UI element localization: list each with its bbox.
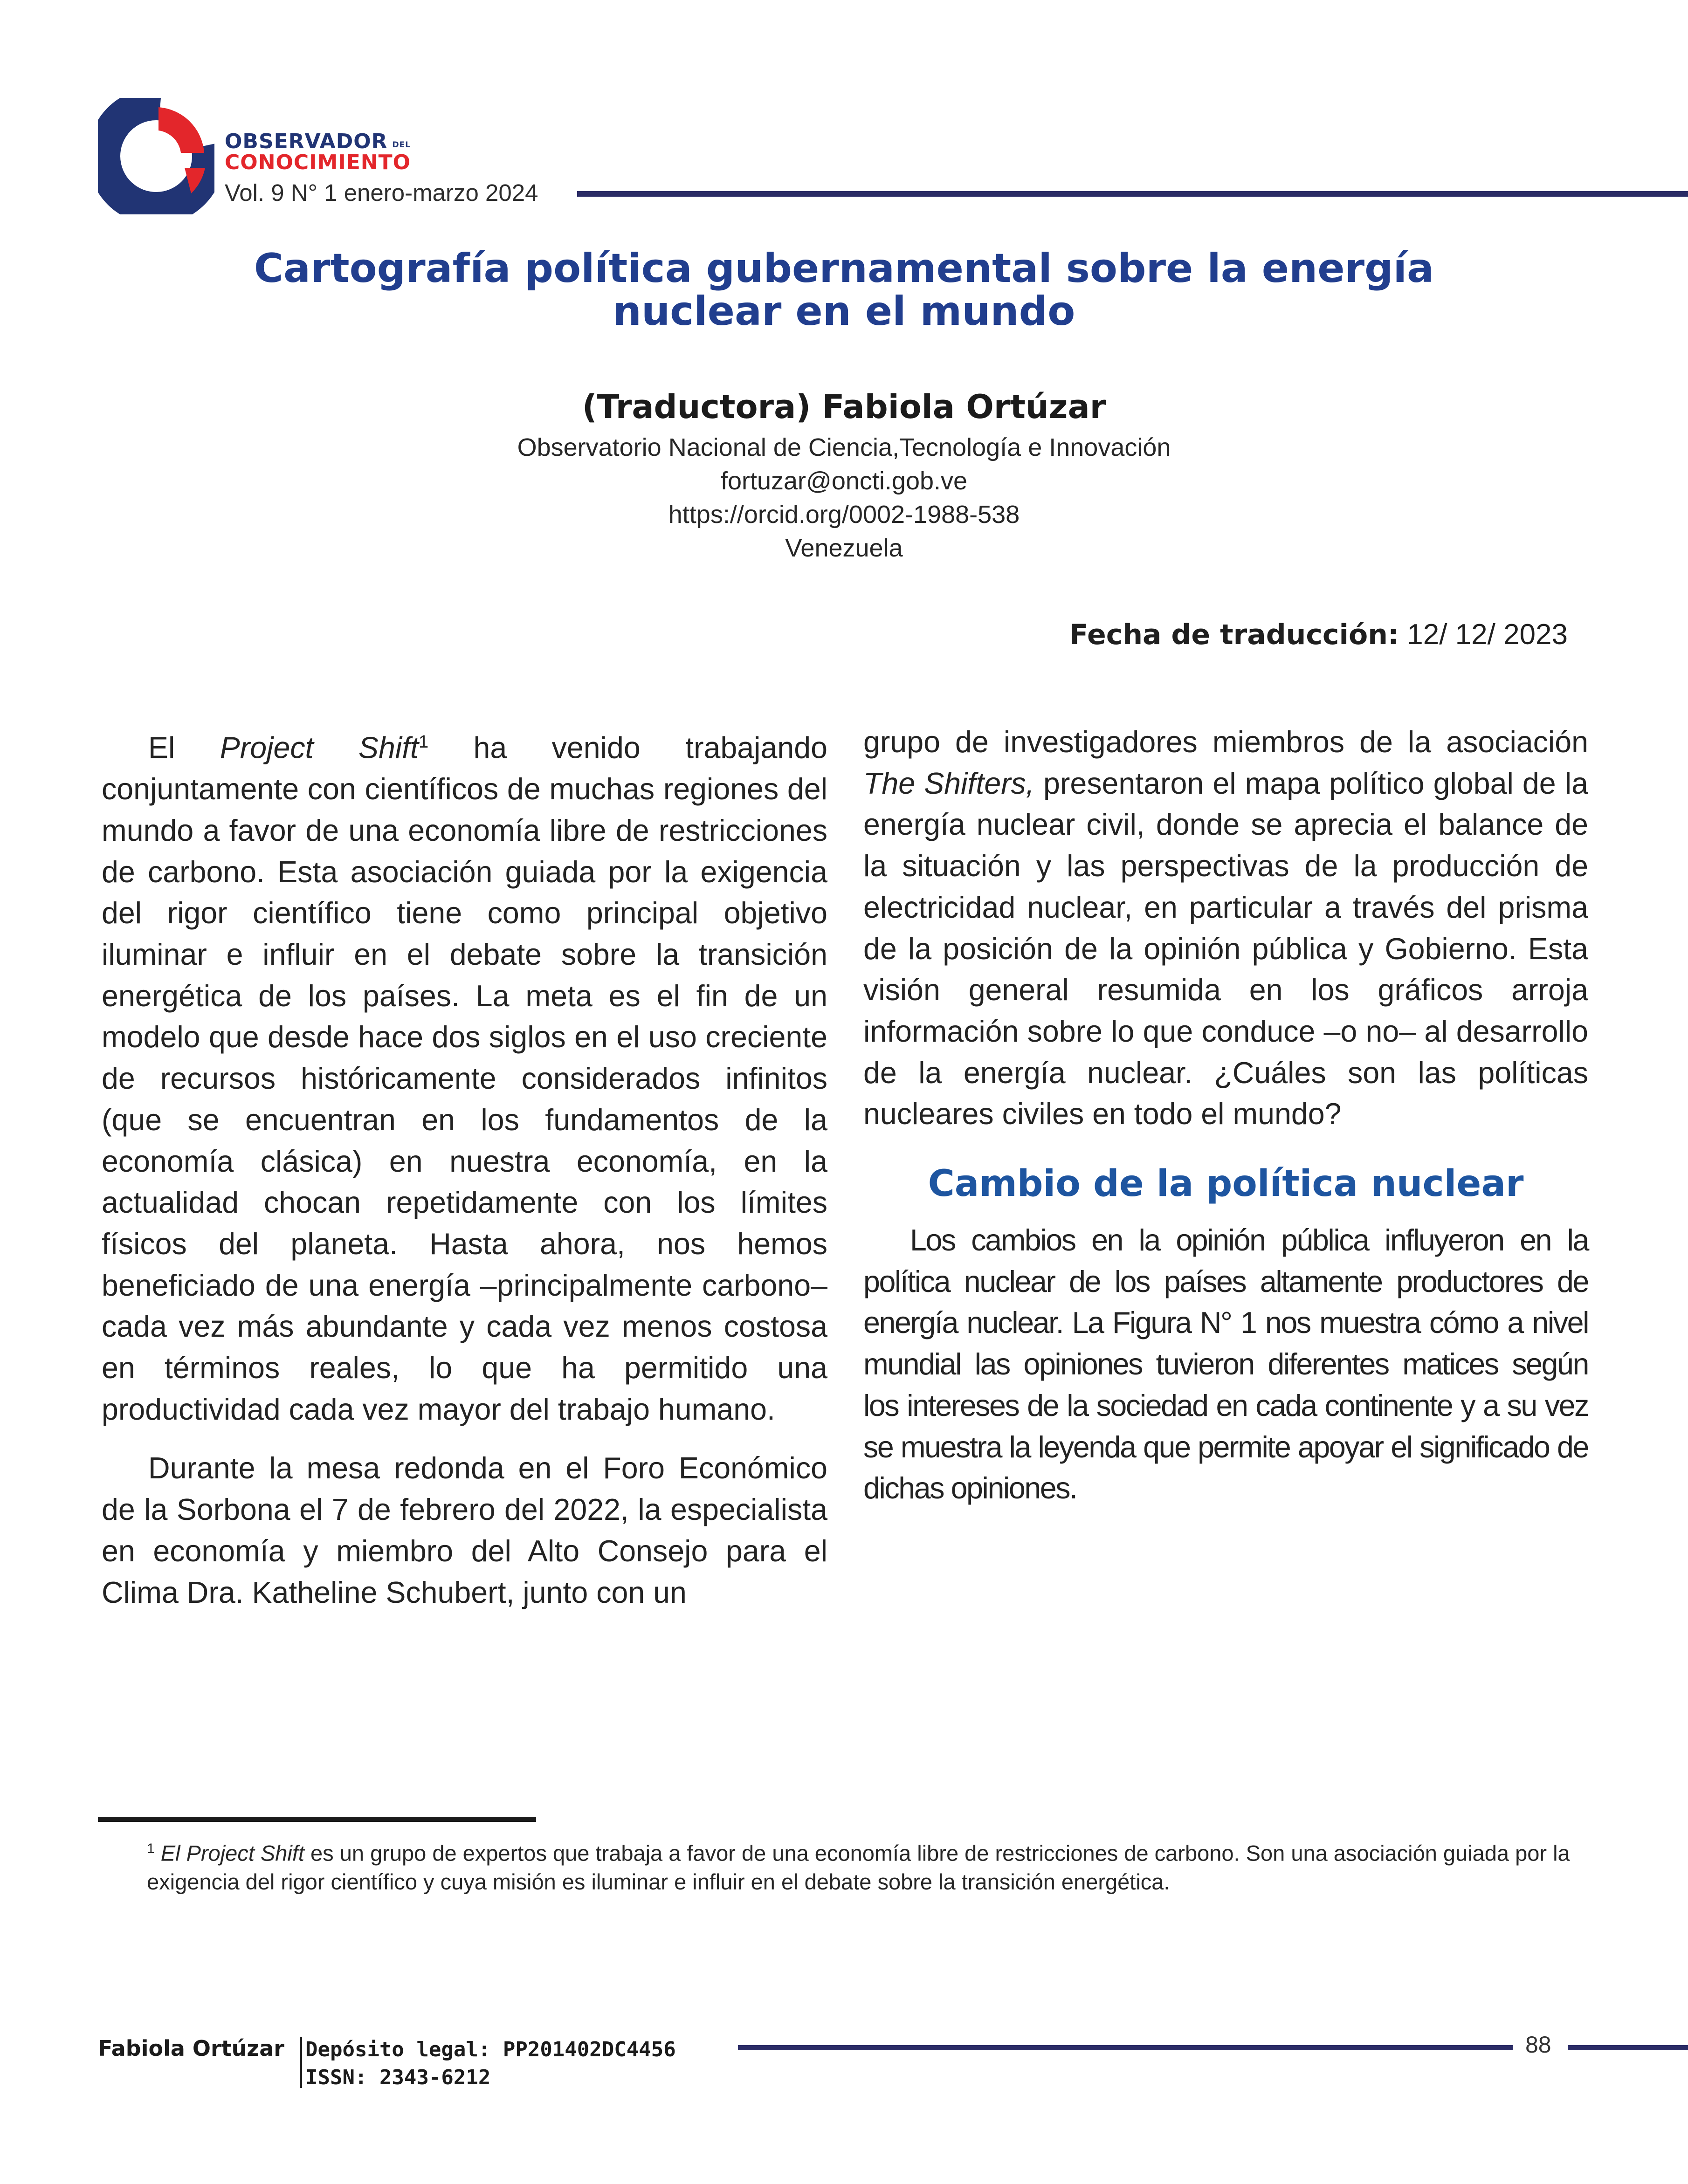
paragraph-2: Durante la mesa redonda en el Foro Económico de la Sorbona el 7 de febrero del 2022, la especialista en economía y miembro del Alto Consejo para el Clima Dra. Katheline Schubert, junto con un [102,1451,827,1609]
the-shifters-italic: The Shifters, [863,766,1034,800]
brand-name-line1: OBSERVADOR DEL [225,130,411,153]
date-label: Fecha de traducción: [1069,618,1399,651]
column-right [863,721,1588,1509]
footnote-italic: El Project Shift [160,1841,304,1866]
brand-name-line2: CONOCIMIENTO [225,151,411,174]
paragraph-4: Los cambios en la opinión pública influyeron en la política nuclear de los países altamente productores de energía nuclear. La Figura N° 1 nos muestra cómo a nivel mundial las opiniones tuvieron diferentes matices según los intereses de la sociedad en cada continente y a su vez se muestra la leyenda que permite apoyar el significado de dichas opiniones. [863,1223,1588,1505]
journal-logo [98,98,214,214]
issn: ISSN: 2343-6212 [305,2066,491,2089]
footnote-marker: 1 [147,1841,155,1856]
header-rule [577,191,1688,197]
footnote-rule [98,1817,536,1822]
title-line-1: Cartografía política gubernamental sobre la energía [254,245,1434,292]
translation-date [1069,618,1568,651]
footer-rule-left [738,2045,1513,2050]
legal-deposit: Depósito legal: PP201402DC4456 [305,2038,676,2061]
volume-info: Vol. 9 N° 1 enero-marzo 2024 [225,179,538,206]
footer-legal [305,2036,676,2092]
footnote: $^1$ El Project Shift es un grupo de expertos que trabaja a favor de una economía libre de restricciones de carbono. Son una asociación guiada por la exigencia del rigor científico y cuya misión es iluminar e influir en el debate sobre la transición energética. [147,1841,1570,1894]
orcid-link[interactable]: https://orcid.org/0002-1988-538 [668,501,1020,529]
date-value: 12/ 12/ 2023 [1407,618,1568,651]
footer-author: Fabiola Ortúzar [98,2036,284,2061]
footer-divider [300,2037,302,2088]
project-shift-italic: Project Shift [220,731,419,765]
paragraph-1: El Project Shift$^1$ ha venido trabajando conjuntamente con científicos de muchas regiones del mundo a favor de una economía libre de restricciones de carbono. Esta asociación guiada por la exigencia del rigor científico tiene como principal objetivo iluminar e influir en el debate sobre la transición energética de los países. La meta es el fin de un modelo que desde hace dos siglos en el uso creciente de recursos históricamente considerados infinitos (que se encuentran en los fundamentos de la economía clásica) en nuestra economía, en la actualidad chocan repetidamente con los límites físicos del planeta. Hasta ahora, nos hemos beneficiado de una energía –principalmente carbono– cada vez más abundante y cada vez menos costosa en términos reales, lo que ha permitido una productividad cada vez mayor del trabajo humano. [102,731,827,1426]
footer-rule-right [1568,2045,1688,2050]
column-left [102,721,827,1613]
author-email[interactable]: fortuzar@oncti.gob.ve [720,467,968,495]
author-details [0,431,1688,565]
footnote-ref[interactable]: 1 [418,732,429,752]
country: Venezuela [785,534,903,562]
affiliation: Observatorio Nacional de Ciencia,Tecnología e Innovación [517,433,1171,461]
paragraph-3: grupo de investigadores miembros de la asociación The Shifters, presentaron el mapa político global de la energía nuclear civil, donde se aprecia el balance de la situación y las perspectivas de la producción de electricidad nuclear, en particular a través del prisma de la posición de la opinión pública y Gobierno. Esta visión general resumida en los gráficos arroja información sobre lo que conduce –o no– al desarrollo de la energía nuclear. ¿Cuáles son las políticas nucleares civiles en todo el mundo? [863,725,1588,1131]
brand-del: DEL [392,140,411,150]
section-heading: Cambio de la política nuclear [928,1163,1524,1205]
author-name: (Traductora) Fabiola Ortúzar [582,388,1106,426]
article-title [0,247,1688,333]
page-number: 88 [1525,2032,1551,2058]
title-line-2: nuclear en el mundo [613,288,1075,335]
